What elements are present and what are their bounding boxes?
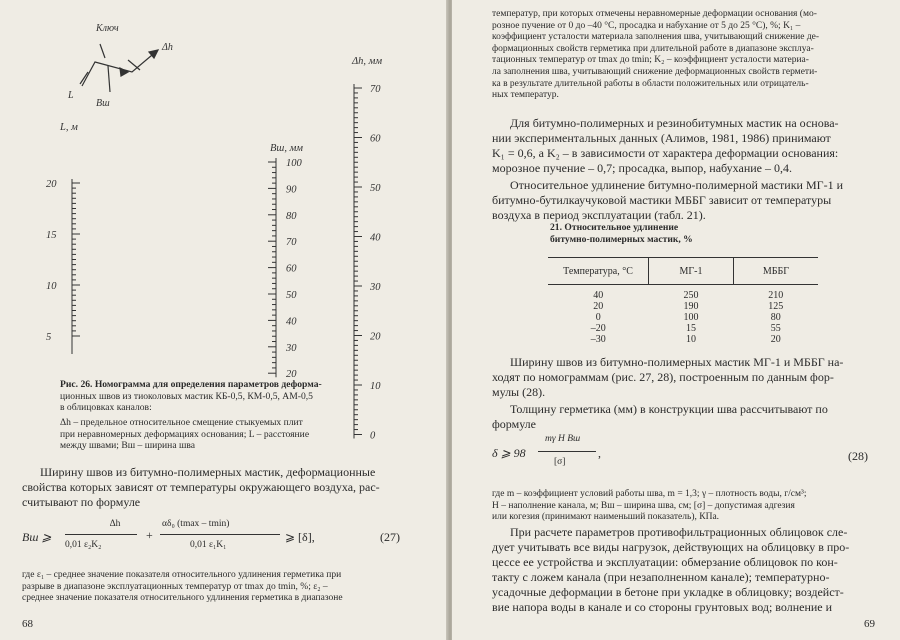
note-line: формационных свойств герметика при длительной работе в диапазоне эксплуа- <box>492 43 814 54</box>
para-line: воздуха в период эксплуатации (табл. 21). <box>492 208 706 222</box>
fraction-bar <box>538 451 596 452</box>
para-line: дует учитывать все виды нагрузок, действующих на облицовку в про- <box>492 540 850 554</box>
scale-tick-label: 60 <box>286 263 297 275</box>
para-line: свойства которых зависят от температуры окружающего воздуха, рас- <box>22 480 380 494</box>
scale-L <box>46 179 80 354</box>
para-line: Толщину герметика (мм) в конструкции шва рассчитывают по <box>510 402 828 416</box>
scale-tick-label: 15 <box>46 230 57 241</box>
caption-line: в облицовках каналов: <box>60 402 152 413</box>
note-line: тационных температур от tmax до tmin; K₂ – коэффициент усталости материа- <box>492 55 809 66</box>
figure-legend <box>60 417 309 452</box>
para-line: усадочные деформации в бетоне при укладке в облицовку; воздейст- <box>492 585 844 599</box>
scale-tick-label: 20 <box>286 369 297 381</box>
para-line: Ширину швов из битумно-полимерных мастик, деформационные <box>40 465 376 479</box>
table-row <box>548 285 818 303</box>
scale-tick-label: 50 <box>286 290 297 301</box>
formula27-den1: 0,01 ε₂K₂ <box>65 540 102 550</box>
para-line: морозное пучение – 0,7; просадка, выпор, набухание – 0,4. <box>492 161 792 175</box>
formula28-num: mγ H Bш <box>545 434 581 444</box>
legend-line: Δh – предельное относительное смещение стыкуемых плит <box>60 417 303 428</box>
note-line: или когезия (принимают наименьший показатель), КПа. <box>492 512 720 523</box>
scale-dh <box>354 84 381 442</box>
scale-B-label: Bш, мм <box>270 143 303 154</box>
formula28-den: [σ] <box>554 457 566 467</box>
para-line: цессе ее устройства и эксплуатации: обмерзание облицовок по кон- <box>492 555 838 569</box>
scale-tick-label: 40 <box>286 316 297 328</box>
scale-tick-label: 30 <box>286 342 297 354</box>
scale-tick-label: 60 <box>370 133 381 145</box>
para-line: Ширину швов из битумно-полимерных мастик МГ-1 и МББГ на- <box>510 355 844 369</box>
para-line: Для битумно-полимерных и резинобитумных мастик на основа- <box>510 116 839 130</box>
table-header: МББГ <box>762 265 790 277</box>
scale-tick-label: 30 <box>370 282 381 293</box>
scale-tick-label: 0 <box>370 430 376 442</box>
table21-title <box>550 222 693 245</box>
table-header: Температура, °С <box>548 258 649 285</box>
para-line: ходят по номограммам (рис. 27, 28), построенным по данным фор- <box>492 370 834 384</box>
note-line: где m – коэффициент условий работы шва, m = 1,3; γ – плотность воды, г/см³; <box>492 489 807 499</box>
table-cell: –30 <box>590 334 606 345</box>
formula27-num2: αδ₀ (tmax – tmin) <box>162 519 230 529</box>
formula27-number: (27) <box>380 530 400 544</box>
scale-tick-label: 50 <box>370 183 381 194</box>
table-cell: 55 <box>770 323 781 334</box>
table-cell: 125 <box>768 301 784 312</box>
table-title-line: битумно-полимерных мастик, % <box>550 233 693 245</box>
key-b-label: Bш <box>96 98 110 109</box>
left-page <box>0 0 448 640</box>
paragraph-5 <box>492 525 849 615</box>
formula27-lhs: Bш ⩾ <box>22 530 52 544</box>
table-cell: 190 <box>683 301 699 312</box>
table-cell: 15 <box>686 323 696 334</box>
para-line: считывают по формуле <box>22 495 141 509</box>
formula27-notes <box>22 570 343 605</box>
data-table <box>548 257 818 346</box>
scale-tick-label: 5 <box>46 332 52 343</box>
formula28-comma: , <box>598 446 601 460</box>
scale-tick-label: 80 <box>286 210 297 222</box>
fraction-bar <box>65 534 137 535</box>
para-line: K₁ = 0,6, а K₂ – в зависимости от характера деформации основания: <box>492 146 839 160</box>
note-line: где ε₁ – среднее значение показателя относительного удлинения герметика при <box>22 570 342 580</box>
table-row <box>548 335 818 346</box>
note-line: ла заполнения шва, учитывающий снижение деформационных свойств гермети- <box>492 66 818 77</box>
table-cell: 0 <box>595 312 601 323</box>
scale-tick-label: 20 <box>46 179 57 190</box>
caption-line: Рис. 26. Номограмма для определения параметров деформа- <box>60 379 322 390</box>
table-cell: 40 <box>593 290 604 301</box>
note-line: коэффициент усталости материала заполнения шва, учитывающий снижение де- <box>492 32 820 43</box>
scale-tick-label: 90 <box>286 184 297 196</box>
scale-tick-label: 20 <box>370 331 381 343</box>
note-line: ка в результате длительной работы в области положительных или отрицатель- <box>492 78 809 89</box>
scale-L-label: L, м <box>60 122 78 133</box>
formula28-notes <box>492 489 807 524</box>
para-line: такту с ложем канала (при незаполненном канале); температурно- <box>492 570 830 584</box>
para-line: битумно-бутилкаучуковой мастики МББГ зависит от температуры <box>492 193 832 207</box>
formula27-den2: 0,01 ε₁K₁ <box>190 540 227 550</box>
note-line: разрыве в диапазоне эксплуатационных температур от tmax до tmin, %; ε₂ – <box>22 581 328 592</box>
note-line: среднее значение показателя относительного удлинения герметика в диапазоне <box>22 593 343 604</box>
paragraph-2 <box>492 178 843 223</box>
key-L-label: L <box>68 90 74 101</box>
key-label: Ключ <box>96 23 119 34</box>
note-line: температур, при которых отмечены неравномерные деформации основания (мо- <box>492 9 817 19</box>
caption-line: ционных швов из тиоколовых мастик КБ-0,5, КМ-0,5, АМ-0,5 <box>60 390 313 402</box>
key-dh-label: Δh <box>162 42 173 53</box>
para-line: вие напора воды в канале и со стороны грунтовых вод; волнение и <box>492 600 833 614</box>
scale-B <box>268 158 303 380</box>
table-cell: 100 <box>683 312 699 323</box>
figure-caption <box>60 379 322 414</box>
paragraph-1 <box>492 116 839 176</box>
page-number: 69 <box>864 618 875 630</box>
formula28-lhs: δ ⩾ 98 <box>492 446 526 460</box>
table-cell: –20 <box>590 323 606 334</box>
paragraph-4 <box>492 402 828 432</box>
table-header: МГ-1 <box>649 258 734 285</box>
scale-tick-label: 70 <box>370 84 381 95</box>
scale-tick-label: 10 <box>370 381 381 392</box>
para-line: мулы (28). <box>492 385 546 399</box>
legend-line: между швами; Bш – ширина шва <box>60 440 196 451</box>
scale-tick-label: 10 <box>46 281 57 292</box>
table-title-line: 21. Относительное удлинение <box>550 222 679 233</box>
page-number: 68 <box>22 618 33 630</box>
fraction-bar <box>160 534 280 535</box>
legend-line: при неравномерных деформациях основания; L – расстояние <box>60 428 310 440</box>
key-diagram <box>80 44 158 92</box>
para-line: При расчете параметров противофильтрационных облицовок сле- <box>510 525 848 539</box>
formula28-number: (28) <box>848 449 868 463</box>
formula27-num1: Δh <box>109 519 121 529</box>
scale-dh-label: Δh, мм <box>352 56 383 67</box>
scale-tick-label: 70 <box>286 237 297 249</box>
formula27-rhs: ⩾ [δ], <box>285 530 315 544</box>
para-line: формуле <box>492 417 536 431</box>
para-line: Относительное удлинение битумно-полимерной мастики МГ-1 и <box>510 178 843 192</box>
top-notes <box>492 9 819 102</box>
table-cell: 80 <box>770 312 781 323</box>
para-line: нии экспериментальных данных (Алимов, 1981, 1986) принимают <box>492 131 831 145</box>
table-cell: 210 <box>768 290 784 301</box>
table-cell: 10 <box>686 334 696 345</box>
table-cell: 250 <box>683 290 699 301</box>
scale-tick-label: 40 <box>370 232 381 244</box>
body-paragraph <box>22 465 427 510</box>
table-21 <box>548 257 818 346</box>
note-line: розное пучение от 0 до –40 °С, просадка и набухание от 5 до 25 °С), %; K₁ – <box>492 20 801 31</box>
right-page <box>452 0 900 640</box>
paragraph-3 <box>492 355 843 400</box>
scale-tick-label: 100 <box>286 158 302 169</box>
table-cell: 20 <box>770 334 781 345</box>
table-cell: 20 <box>593 301 604 312</box>
note-line: H – наполнение канала, м; Bш – ширина шва, см; [σ] – допустимая адгезия <box>492 500 795 511</box>
note-line: ных температур. <box>492 90 559 101</box>
formula27-plus: + <box>146 528 153 542</box>
